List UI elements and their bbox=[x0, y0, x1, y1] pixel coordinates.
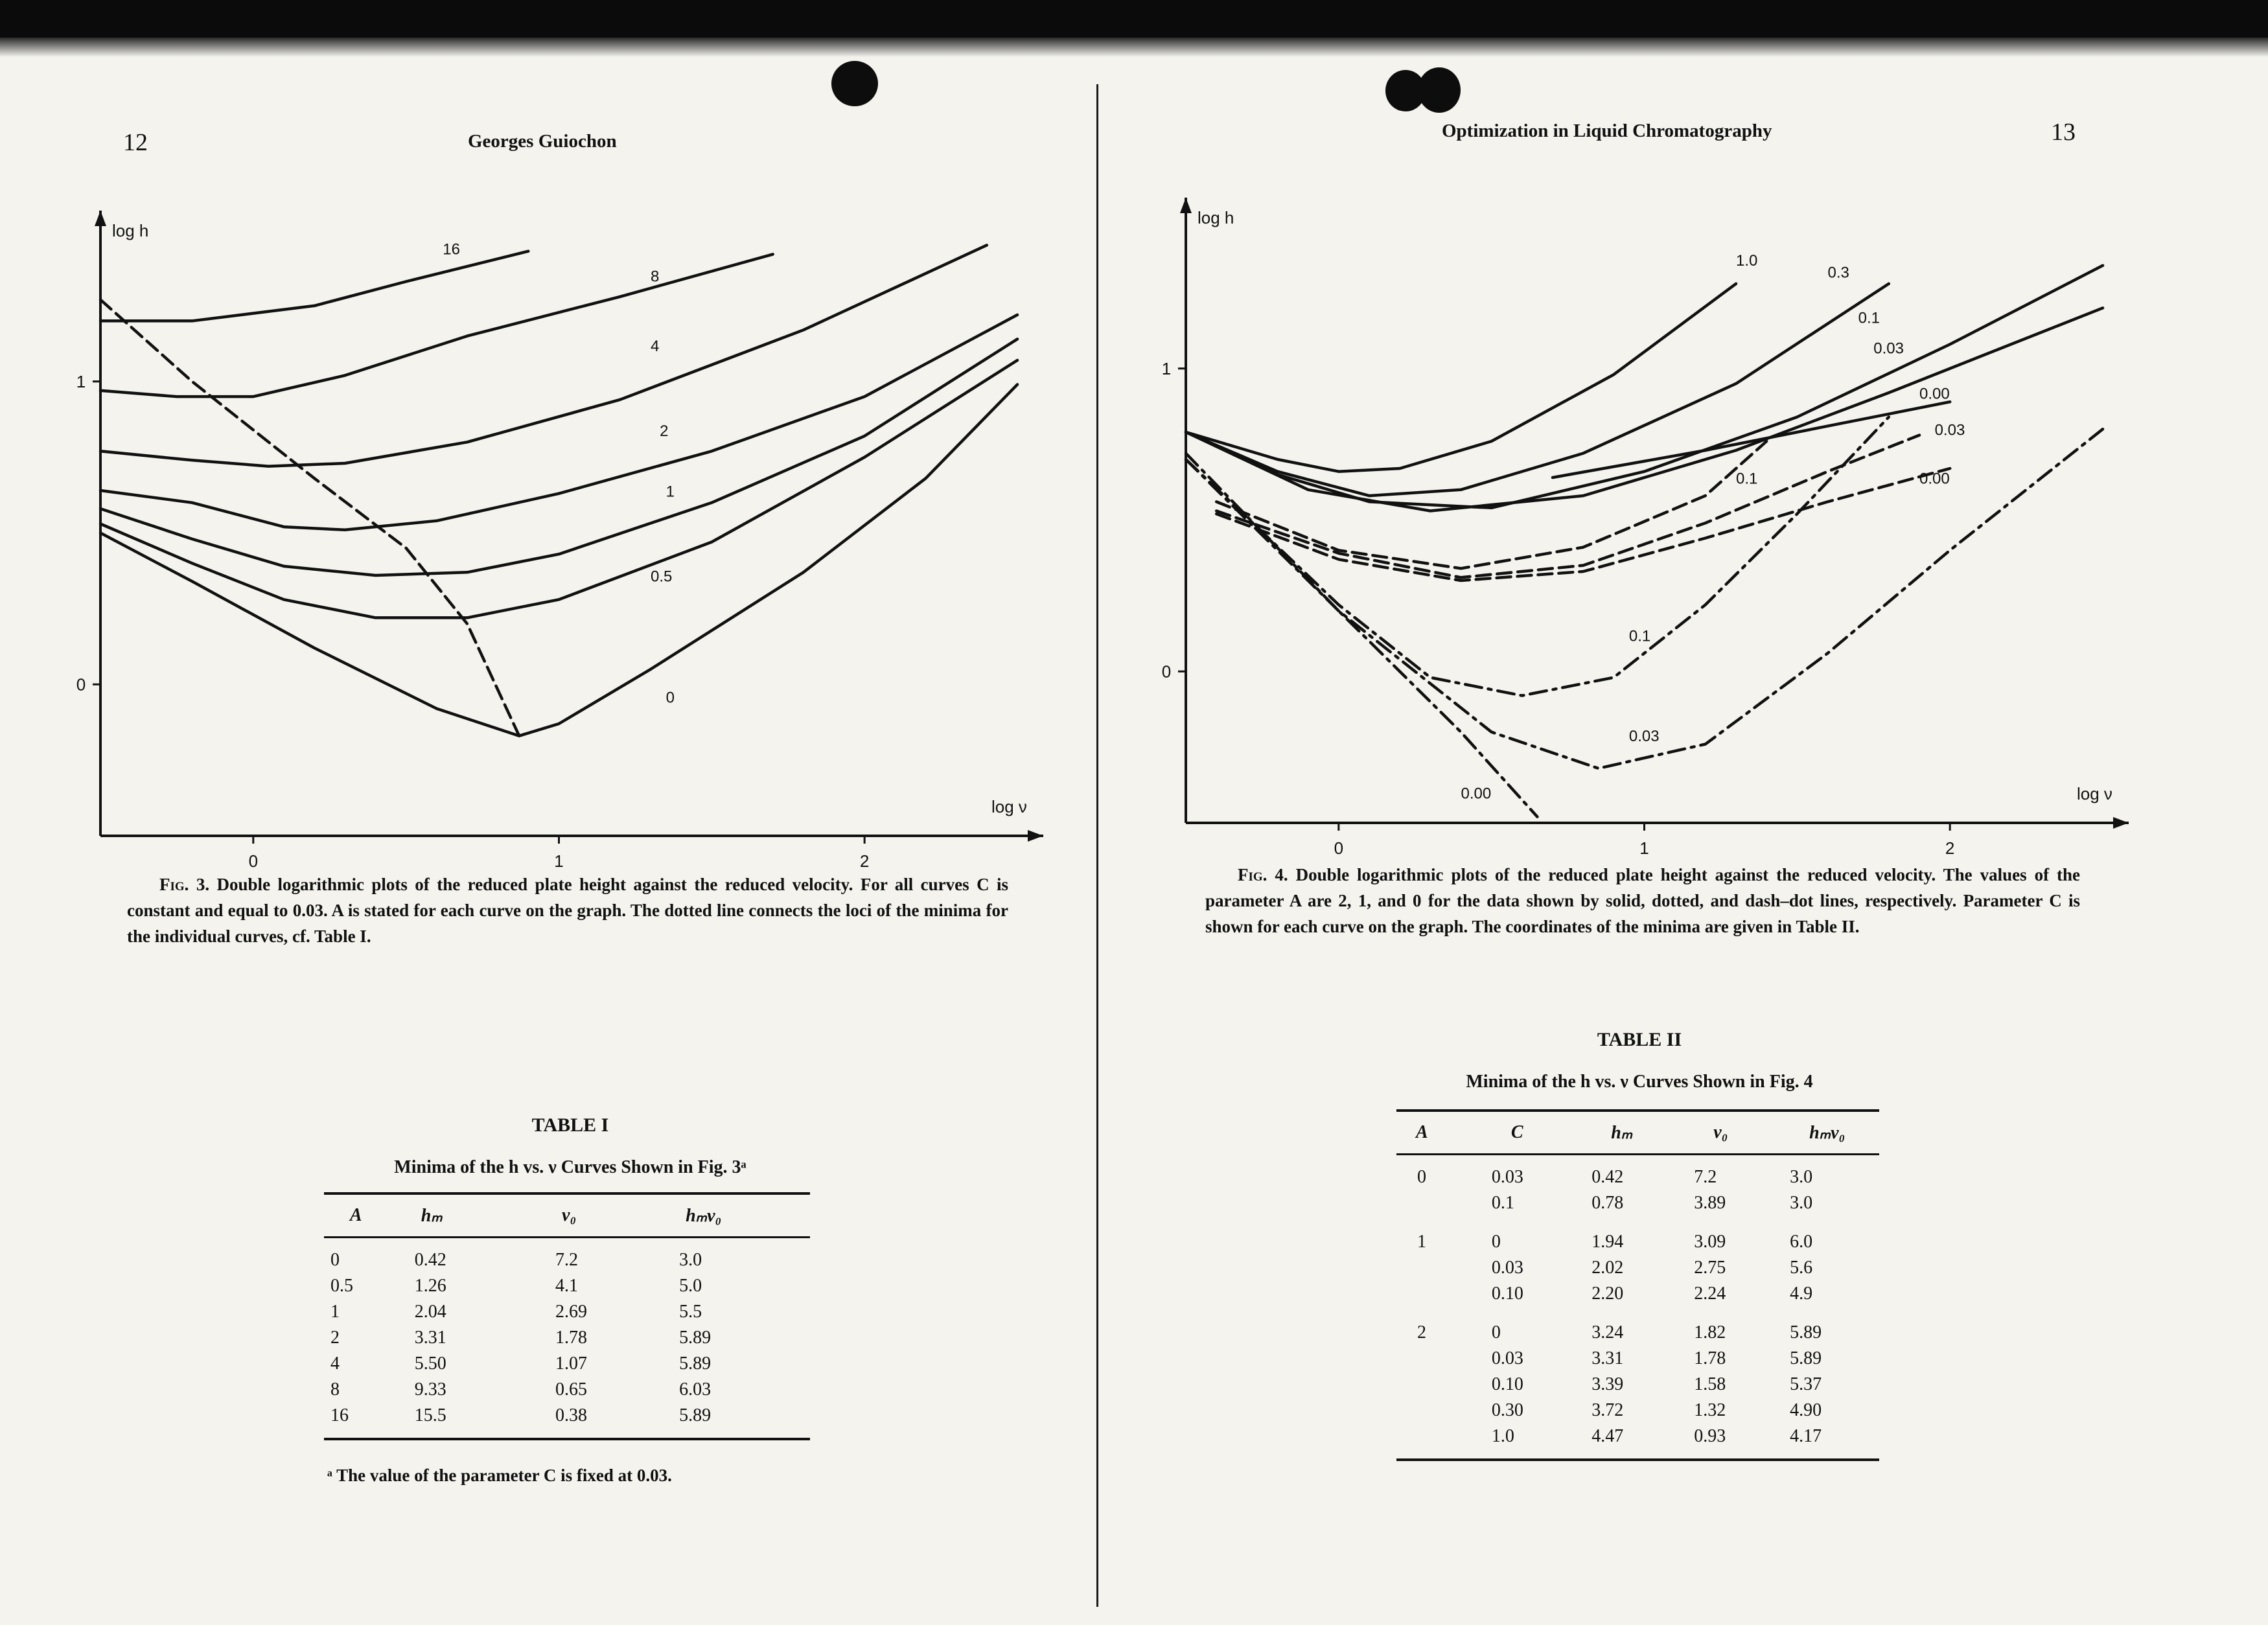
column-header: ν₀ bbox=[1694, 1111, 1790, 1155]
table-cell: 1.0 bbox=[1492, 1423, 1591, 1460]
table-cell: 1.78 bbox=[555, 1328, 588, 1348]
x-tick-label: 2 bbox=[1945, 838, 1955, 855]
scan-edge-shadow bbox=[0, 0, 2268, 38]
y-axis-label: log h bbox=[112, 221, 149, 240]
table-1-title: TABLE I bbox=[531, 1114, 609, 1136]
page-number: 12 bbox=[123, 129, 148, 156]
table-row bbox=[1396, 1190, 1879, 1216]
table-cell bbox=[1396, 1372, 1492, 1398]
y-tick-label: 0 bbox=[1161, 662, 1172, 682]
y-tick-label: 1 bbox=[76, 371, 86, 391]
table-cell: 0.1 bbox=[1491, 1193, 1514, 1213]
series-label: 0.00 bbox=[1919, 470, 1950, 488]
y-tick-label: 1 bbox=[1161, 358, 1172, 378]
table-cell: 5.0 bbox=[679, 1276, 702, 1296]
series-label: 0.03 bbox=[1628, 727, 1660, 745]
table-cell: 4.1 bbox=[555, 1276, 579, 1296]
table-cell bbox=[1396, 1190, 1492, 1216]
table-cell: 3.31 bbox=[414, 1328, 446, 1348]
figure-label: Fig. 4. bbox=[1238, 865, 1288, 884]
table-cell: 0 bbox=[1491, 1232, 1501, 1252]
table-cell: 0 bbox=[330, 1250, 340, 1270]
table-cell: 4.47 bbox=[1591, 1423, 1694, 1460]
series-line bbox=[1186, 284, 1736, 472]
table-2-subtitle: Minima of the h vs. ν Curves Shown in Fig. 4 bbox=[1466, 1072, 1813, 1092]
table-cell: 1.58 bbox=[1694, 1374, 1726, 1394]
table-cell: 1.82 bbox=[1694, 1322, 1726, 1343]
series-line bbox=[1186, 266, 2103, 508]
series-label: 0.1 bbox=[1736, 470, 1758, 488]
table-cell: 0.5 bbox=[330, 1276, 353, 1296]
x-tick-label: 1 bbox=[554, 851, 564, 868]
table-row bbox=[1396, 1216, 1879, 1255]
x-axis-label: log ν bbox=[2077, 784, 2112, 803]
table-row bbox=[324, 1403, 810, 1439]
table-cell: 8 bbox=[330, 1379, 340, 1400]
table-cell: 1.32 bbox=[1694, 1400, 1726, 1420]
table-cell: 0.78 bbox=[1591, 1193, 1624, 1213]
series-line bbox=[100, 245, 987, 466]
table-cell: 0.30 bbox=[1491, 1400, 1523, 1420]
series-line bbox=[100, 254, 773, 397]
series-label: 16 bbox=[443, 240, 460, 259]
table-cell: 2.24 bbox=[1694, 1284, 1726, 1304]
series-line bbox=[100, 315, 1017, 530]
table-cell: 16 bbox=[324, 1403, 415, 1439]
table-cell: 3.0 bbox=[679, 1250, 702, 1270]
table-cell: 0.42 bbox=[1591, 1167, 1624, 1187]
series-line bbox=[1186, 429, 2103, 768]
table-cell: 2.69 bbox=[555, 1302, 588, 1322]
table-cell: 4.9 bbox=[1790, 1284, 1813, 1304]
table-cell bbox=[1396, 1281, 1492, 1307]
table-row bbox=[324, 1299, 810, 1325]
table-row bbox=[1396, 1423, 1879, 1460]
table-cell bbox=[1396, 1255, 1492, 1281]
y-axis-label: log h bbox=[1198, 208, 1234, 227]
table-cell: 3.09 bbox=[1694, 1232, 1726, 1252]
table-cell: 0 bbox=[1491, 1322, 1501, 1343]
table-cell: 2 bbox=[330, 1328, 340, 1348]
table-cell: 5.5 bbox=[679, 1302, 702, 1322]
table-cell: 3.24 bbox=[1591, 1322, 1624, 1343]
table-cell: 2.02 bbox=[1591, 1258, 1624, 1278]
series-line bbox=[100, 251, 528, 321]
column-header: A bbox=[1396, 1111, 1492, 1155]
table-cell: 3.39 bbox=[1591, 1374, 1624, 1394]
series-label: 0.00 bbox=[1919, 385, 1950, 403]
table-cell: 0 bbox=[1417, 1167, 1426, 1187]
table-header-row bbox=[324, 1193, 810, 1238]
ink-blot bbox=[1418, 67, 1461, 113]
y-axis-arrow bbox=[1180, 198, 1192, 213]
y-tick-label: 0 bbox=[76, 674, 86, 695]
series-label: 0.03 bbox=[1934, 421, 1965, 439]
series-label: 0.03 bbox=[1873, 340, 1904, 358]
x-axis-arrow bbox=[2113, 817, 2129, 829]
table-cell: 0.93 bbox=[1694, 1423, 1790, 1460]
figure-3-chart bbox=[71, 194, 1043, 868]
table-row bbox=[324, 1273, 810, 1299]
series-line bbox=[100, 339, 1017, 575]
table-cell: 5.6 bbox=[1790, 1258, 1813, 1278]
page-gutter bbox=[1096, 84, 1098, 1607]
x-tick-label: 1 bbox=[1639, 838, 1649, 855]
ink-blot bbox=[831, 61, 878, 106]
table-cell: 5.89 bbox=[679, 1354, 712, 1374]
table-cell: 3.72 bbox=[1591, 1400, 1624, 1420]
table-cell: 0.10 bbox=[1491, 1284, 1523, 1304]
running-head: Optimization in Liquid Chromatography bbox=[1442, 121, 1772, 141]
table-cell: 7.2 bbox=[1694, 1167, 1717, 1187]
table-cell: 6.0 bbox=[1790, 1232, 1813, 1252]
table-cell: 1 bbox=[1417, 1232, 1426, 1252]
series-label: 2 bbox=[660, 422, 669, 440]
x-axis-arrow bbox=[1028, 830, 1043, 842]
caption-text: Double logarithmic plots of the reduced plate height against the reduced velocity. The values of the parameter A are 2, 1, and 0 for the data shown by solid, dotted, and dash–dot lines, respectively. Parameter C is shown for each curve on the graph. The coordinates of the minima are given in Table II. bbox=[1205, 865, 2080, 936]
table-cell: 2.20 bbox=[1591, 1284, 1624, 1304]
table-cell bbox=[1396, 1423, 1492, 1460]
table-cell: 0.42 bbox=[414, 1250, 446, 1270]
table-cell: 15.5 bbox=[415, 1403, 555, 1439]
table-cell: 6.03 bbox=[679, 1379, 712, 1400]
table-2 bbox=[1396, 1109, 1879, 1461]
series-label: 1.0 bbox=[1736, 251, 1758, 270]
table-row bbox=[324, 1351, 810, 1377]
table-cell: 5.89 bbox=[679, 1403, 810, 1439]
table-row bbox=[1396, 1398, 1879, 1423]
x-tick-label: 2 bbox=[859, 851, 870, 868]
table-cell: 0.03 bbox=[1491, 1348, 1523, 1368]
figure-label: Fig. 3. bbox=[159, 875, 210, 894]
column-header: C bbox=[1492, 1111, 1591, 1155]
table-cell: 4 bbox=[330, 1354, 340, 1374]
table-row bbox=[1396, 1255, 1879, 1281]
column-header: hₘν₀ bbox=[679, 1193, 810, 1238]
table-cell: 1.26 bbox=[414, 1276, 446, 1296]
table-cell: 1 bbox=[330, 1302, 340, 1322]
x-tick-label: 0 bbox=[248, 851, 259, 868]
table-cell: 0.10 bbox=[1491, 1374, 1523, 1394]
running-head: Georges Guiochon bbox=[468, 131, 617, 152]
table-cell: 1.78 bbox=[1694, 1348, 1726, 1368]
table-cell: 3.0 bbox=[1790, 1193, 1813, 1213]
table-cell: 0.65 bbox=[555, 1379, 588, 1400]
table-cell bbox=[1396, 1346, 1492, 1372]
table-cell: 5.89 bbox=[1790, 1322, 1822, 1343]
table-cell: 3.89 bbox=[1694, 1193, 1726, 1213]
series-line bbox=[1186, 308, 2103, 511]
table-cell: 2.04 bbox=[414, 1302, 446, 1322]
series-label: 0.5 bbox=[651, 568, 673, 586]
table-cell: 4.90 bbox=[1790, 1400, 1822, 1420]
figure-4-caption bbox=[1205, 862, 2080, 939]
table-cell: 2 bbox=[1417, 1322, 1426, 1343]
table-cell: 9.33 bbox=[414, 1379, 446, 1400]
table-1-subtitle: Minima of the h vs. ν Curves Shown in Fig. 3ᵃ bbox=[394, 1157, 746, 1177]
table-cell: 3.0 bbox=[1790, 1167, 1813, 1187]
series-line bbox=[100, 360, 1017, 617]
table-cell: 0.03 bbox=[1491, 1258, 1523, 1278]
table-1 bbox=[324, 1192, 810, 1440]
series-label: 0.3 bbox=[1827, 264, 1849, 282]
x-tick-label: 0 bbox=[1334, 838, 1344, 855]
table-cell: 5.37 bbox=[1790, 1374, 1822, 1394]
figure-4-chart bbox=[1157, 181, 2129, 855]
table-cell: 7.2 bbox=[555, 1250, 579, 1270]
series-label: 8 bbox=[651, 268, 660, 286]
series-label: 0.1 bbox=[1858, 309, 1880, 327]
column-header: ν₀ bbox=[555, 1193, 679, 1238]
table-cell: 0.03 bbox=[1491, 1167, 1523, 1187]
series-label: 0.1 bbox=[1628, 627, 1651, 645]
figure-3-caption bbox=[127, 871, 1008, 949]
series-label: 4 bbox=[651, 338, 660, 355]
scan-edge-gradient bbox=[0, 38, 2268, 57]
column-header: A bbox=[324, 1193, 415, 1238]
caption-text: Double logarithmic plots of the reduced plate height against the reduced velocity. For all curves C is constant and equal to 0.03. A is stated for each curve on the graph. The dotted line connects the loci of the minima for the individual curves, cf. Table I. bbox=[127, 875, 1009, 946]
table-2-title: TABLE II bbox=[1597, 1029, 1682, 1050]
table-row bbox=[1396, 1281, 1879, 1307]
table-cell bbox=[1396, 1398, 1492, 1423]
table-cell: 3.31 bbox=[1591, 1348, 1624, 1368]
column-header: hₘ bbox=[415, 1193, 555, 1238]
table-cell: 0.38 bbox=[555, 1403, 679, 1439]
column-header: hₘν₀ bbox=[1790, 1111, 1879, 1155]
page-number: 13 bbox=[2051, 119, 2076, 146]
table-1-footnote: ᵃ The value of the parameter C is fixed at 0.03. bbox=[327, 1466, 672, 1485]
series-label: 0 bbox=[665, 689, 675, 707]
table-row bbox=[324, 1238, 810, 1274]
table-row bbox=[1396, 1346, 1879, 1372]
table-cell: 5.89 bbox=[679, 1328, 712, 1348]
table-cell: 4.17 bbox=[1790, 1423, 1879, 1460]
series-line bbox=[1186, 284, 1889, 496]
table-cell: 1.94 bbox=[1591, 1232, 1624, 1252]
table-cell: 5.50 bbox=[414, 1354, 446, 1374]
table-cell: 1.07 bbox=[555, 1354, 588, 1374]
table-cell: 2.75 bbox=[1694, 1258, 1726, 1278]
table-row bbox=[1396, 1155, 1879, 1191]
series-label: 1 bbox=[665, 483, 675, 501]
series-line bbox=[100, 384, 1017, 735]
table-cell: 5.89 bbox=[1790, 1348, 1822, 1368]
table-row bbox=[1396, 1307, 1879, 1346]
column-header: hₘ bbox=[1591, 1111, 1694, 1155]
table-row bbox=[324, 1377, 810, 1403]
series-label: 0.00 bbox=[1461, 785, 1492, 803]
table-header-row bbox=[1396, 1111, 1879, 1155]
table-row bbox=[1396, 1372, 1879, 1398]
x-axis-label: log ν bbox=[991, 797, 1027, 816]
table-row bbox=[324, 1325, 810, 1351]
y-axis-arrow bbox=[95, 211, 106, 226]
